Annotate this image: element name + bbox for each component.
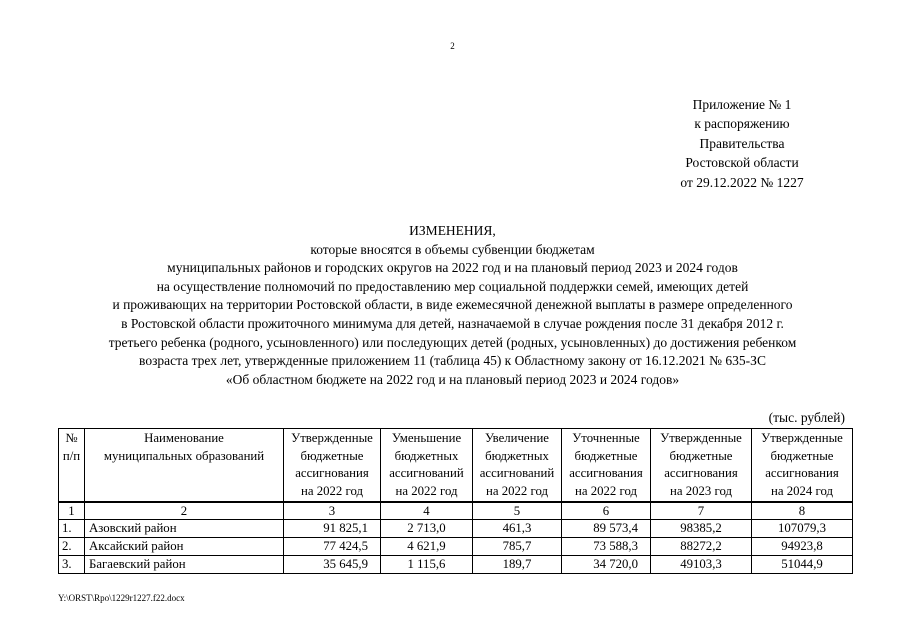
header-line: муниципальных образований	[103, 448, 265, 463]
subsidy-table	[58, 428, 853, 574]
amount-cell: 4 621,9	[381, 538, 473, 556]
amount-cell: 94923,8	[752, 538, 853, 556]
column-number-cell: 8	[752, 502, 853, 520]
table-row	[59, 520, 853, 538]
column-number-cell: 5	[473, 502, 562, 520]
column-number-cell: 4	[381, 502, 473, 520]
column-number-cell: 1	[59, 502, 85, 520]
column-number-cell: 7	[651, 502, 752, 520]
appendix-line: Правительства	[699, 135, 785, 151]
header-line: бюджетные	[770, 448, 834, 463]
appendix-line: Приложение № 1	[692, 97, 792, 112]
amount-cell: 77 424,5	[284, 538, 381, 556]
header-municipality-name	[85, 429, 284, 503]
header-line: бюджетные	[300, 448, 364, 463]
amount-cell: 34 720,0	[562, 556, 651, 574]
heading-line: «Об областном бюджете на 2022 год и на плановый период 2023 и 2024 годов»	[225, 371, 680, 387]
header-line: Утвержденные	[761, 431, 843, 445]
table-header-row	[59, 429, 853, 503]
page-number: 2	[450, 41, 455, 51]
header-line: ассигнования	[664, 466, 738, 480]
header-line: ассигнований	[389, 466, 464, 480]
amount-cell: 89 573,4	[562, 520, 651, 538]
header-line: на 2024 год	[771, 483, 833, 498]
amount-cell: 2 713,0	[381, 520, 473, 538]
column-number-cell: 6	[562, 502, 651, 520]
header-revised-2022	[562, 429, 651, 503]
header-line: ассигнований	[479, 466, 555, 480]
row-number-cell: 2.	[59, 538, 85, 556]
amount-cell: 98385,2	[651, 520, 752, 538]
document-title: ИЗМЕНЕНИЯ,	[409, 223, 496, 238]
header-line: №	[65, 431, 78, 445]
heading-line: третьего ребенка (родного, усыновленного) или последующих детей (родных, усыновленных) до достижения ребенком	[108, 334, 797, 350]
header-line: ассигнования	[295, 466, 369, 480]
header-approved-2024	[752, 429, 853, 503]
header-line: Утвержденные	[660, 431, 742, 445]
header-line: Наименование	[144, 431, 224, 445]
appendix-block	[640, 95, 844, 192]
amount-cell: 785,7	[473, 538, 562, 556]
header-decrease-2022	[381, 429, 473, 503]
header-line: п/п	[62, 448, 81, 463]
amount-cell: 49103,3	[651, 556, 752, 574]
row-number-cell: 3.	[59, 556, 85, 574]
table-row	[59, 538, 853, 556]
unit-note: (тыс. рублей)	[768, 410, 845, 425]
heading-line: которые вносятся в объемы субвенции бюджетам	[310, 241, 595, 257]
heading-line: в Ростовской области прожиточного минимума для детей, назначаемой в случае рождения после 31 декабря 2012 г.	[121, 315, 784, 331]
amount-cell: 88272,2	[651, 538, 752, 556]
header-increase-2022	[473, 429, 562, 503]
header-number	[59, 429, 85, 503]
header-line: Увеличение	[485, 431, 549, 445]
appendix-line: к распоряжению	[694, 116, 790, 132]
amount-cell: 1 115,6	[381, 556, 473, 574]
header-line: Уточненные	[572, 431, 640, 445]
header-line: на 2022 год	[486, 483, 548, 498]
amount-cell: 107079,3	[752, 520, 853, 538]
header-line: Уменьшение	[391, 431, 462, 445]
column-number-cell: 2	[85, 502, 284, 520]
header-line: на 2022 год	[395, 483, 458, 498]
header-line: бюджетных	[394, 448, 459, 463]
header-line: на 2023 год	[670, 483, 732, 498]
amount-cell: 73 588,3	[562, 538, 651, 556]
header-line: бюджетных	[485, 448, 549, 463]
header-line: Утвержденные	[291, 431, 373, 445]
municipality-name-cell: Аксайский район	[85, 538, 284, 556]
header-line: бюджетные	[669, 448, 733, 463]
column-number-cell: 3	[284, 502, 381, 520]
appendix-line: Ростовской области	[685, 155, 799, 171]
row-number-cell: 1.	[59, 520, 85, 538]
heading-line: и проживающих на территории Ростовской области, в виде ежемесячной денежной выплаты в размере определенного	[112, 297, 793, 313]
column-number-row	[59, 502, 853, 520]
header-line: на 2022 год	[575, 483, 637, 498]
header-line: бюджетные	[574, 448, 638, 463]
header-line: ассигнования	[569, 466, 643, 480]
header-line: ассигнования	[765, 466, 839, 480]
heading-line: возраста трех лет, утвержденные приложением 11 (таблица 45) к Областному закону от 16.12.2021 № 635-ЗС	[139, 353, 766, 369]
table-row	[59, 556, 853, 574]
header-approved-2023	[651, 429, 752, 503]
header-line: на 2022 год	[301, 483, 363, 498]
file-path-footer: Y:\ORST\Rpo\1229r1227.f22.docx	[58, 593, 185, 603]
amount-cell: 35 645,9	[284, 556, 381, 574]
header-approved-2022	[284, 429, 381, 503]
amount-cell: 91 825,1	[284, 520, 381, 538]
table-body	[59, 502, 853, 574]
document-heading	[0, 222, 905, 389]
municipality-name-cell: Азовский район	[85, 520, 284, 538]
amount-cell: 461,3	[473, 520, 562, 538]
amount-cell: 189,7	[473, 556, 562, 574]
municipality-name-cell: Багаевский район	[85, 556, 284, 574]
heading-line: муниципальных районов и городских округов на 2022 год и на плановый период 2023 и 2024 годов	[167, 260, 738, 276]
heading-line: на осуществление полномочий по предоставлению мер социальной поддержки семей, имеющих детей	[156, 278, 749, 294]
amount-cell: 51044,9	[752, 556, 853, 574]
appendix-line: от 29.12.2022 № 1227	[680, 174, 804, 190]
